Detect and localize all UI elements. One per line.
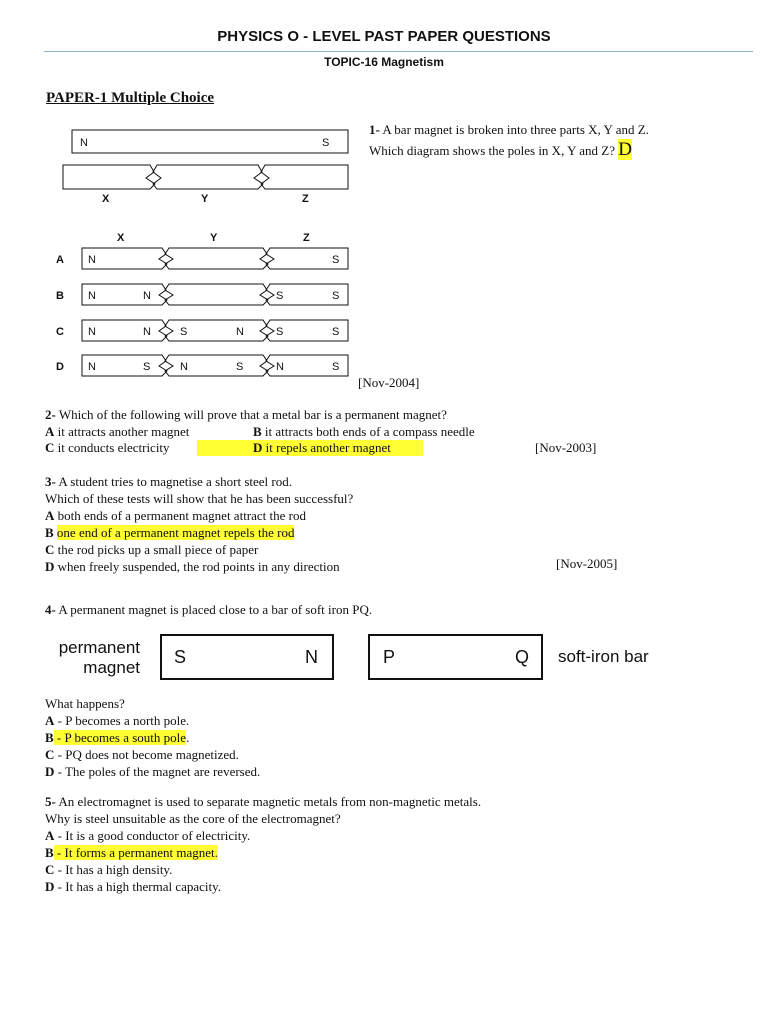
c-z-left: S (276, 326, 284, 338)
bar-q-end: Q (515, 647, 530, 667)
q5-option-c: C - It has a high density. (45, 862, 173, 877)
b-x-left: N (88, 290, 96, 302)
q3-stem2: Which of these tests will show that he has been successful? (45, 491, 354, 506)
q4-what: What happens? (45, 696, 125, 711)
q4-options (45, 696, 260, 780)
q5-option-b: B - It forms a permanent magnet. (45, 845, 218, 860)
q3-option-d: D when freely suspended, the rod points in any direction (45, 559, 340, 574)
q4-magnet-diagram (40, 628, 680, 688)
q1-line1: A bar magnet is broken into three parts X, Y and Z. (379, 122, 649, 137)
q4-option-b: B - P becomes a south pole. (45, 730, 190, 745)
q4-option-d: D - The poles of the magnet are reversed. (45, 764, 261, 779)
c-x-right: N (143, 326, 151, 338)
c-z-right: S (332, 326, 340, 338)
d-z-right: S (332, 361, 340, 373)
q1-line2: Which diagram shows the poles in X, Y and Z? (369, 143, 619, 158)
q3-stem1: A student tries to magnetise a short steel rod. (55, 474, 292, 489)
row-b-letter: B (56, 290, 64, 302)
q4-number: 4- (45, 602, 56, 617)
magnet-s-pole: S (174, 647, 187, 667)
title-rule (44, 51, 753, 52)
c-x-left: N (88, 326, 96, 338)
a-z-right: S (332, 254, 340, 266)
magnet-n-label: N (80, 137, 88, 149)
q3-source: [Nov-2005] (556, 556, 618, 571)
permanent-label: permanent (58, 638, 140, 657)
q5-block (45, 794, 481, 895)
q4-option-c: C - PQ does not become magnetized. (45, 747, 239, 762)
q1-text (369, 122, 649, 158)
paper-heading: PAPER-1 Multiple Choice (46, 90, 215, 106)
b-x-right: N (143, 290, 151, 302)
part-x-label: X (102, 193, 110, 205)
q2-source: [Nov-2003] (535, 440, 597, 455)
d-y-left: N (180, 361, 188, 373)
q2-option-b: B it attracts both ends of a compass needle (253, 424, 475, 439)
bar-p-end: P (383, 647, 396, 667)
c-y-left: S (180, 326, 188, 338)
page-title: PHYSICS O - LEVEL PAST PAPER QUESTIONS (217, 28, 551, 45)
q2-stem: Which of the following will prove that a metal bar is a permanent magnet? (55, 407, 447, 422)
a-x-left: N (88, 254, 96, 266)
q3-option-b: B one end of a permanent magnet repels the rod (45, 525, 295, 540)
row-a-letter: A (56, 254, 64, 266)
magnet-label: magnet (83, 658, 140, 677)
part-y-label: Y (201, 193, 209, 205)
q1-source: [Nov-2004] (358, 375, 420, 390)
col-y-label: Y (210, 232, 218, 244)
q5-option-d: D - It has a high thermal capacity. (45, 879, 222, 894)
q2-option-d: D it repels another magnet (197, 440, 423, 456)
q3-option-c: C the rod picks up a small piece of paper (45, 542, 259, 557)
q3-number: 3- (45, 474, 56, 489)
b-z-left: S (276, 290, 284, 302)
q1-answer: D (618, 139, 632, 160)
q5-stem2: Why is steel unsuitable as the core of the electromagnet? (45, 811, 341, 826)
b-z-right: S (332, 290, 340, 302)
q3-option-a: A both ends of a permanent magnet attract the rod (45, 508, 306, 523)
q3-block (45, 474, 353, 575)
q2-option-a: A it attracts another magnet (45, 424, 190, 439)
q1-magnet-diagram (40, 120, 360, 380)
q4-option-a: A - P becomes a north pole. (45, 713, 190, 728)
q2-block (45, 407, 447, 423)
col-x-label: X (117, 232, 125, 244)
d-x-right: S (143, 361, 151, 373)
c-y-right: N (236, 326, 244, 338)
q4-stem-line (45, 602, 372, 618)
soft-iron-label: soft-iron bar (558, 647, 649, 666)
d-y-right: S (236, 361, 244, 373)
q5-stem1: An electromagnet is used to separate magnetic metals from non-magnetic metals. (55, 794, 482, 809)
q5-number: 5- (45, 794, 56, 809)
d-z-left: N (276, 361, 284, 373)
col-z-label: Z (303, 232, 310, 244)
row-d-letter: D (56, 361, 64, 373)
magnet-n-pole: N (305, 647, 318, 667)
part-z-label: Z (302, 193, 309, 205)
q2-number: 2- (45, 407, 56, 422)
q4-stem: A permanent magnet is placed close to a bar of soft iron PQ. (55, 602, 373, 617)
d-x-left: N (88, 361, 96, 373)
topic-heading: TOPIC-16 Magnetism (324, 55, 444, 69)
q2-option-c: C it conducts electricity (45, 440, 170, 455)
row-c-letter: C (56, 326, 64, 338)
q1-number: 1- (369, 122, 380, 137)
magnet-s-label: S (322, 137, 330, 149)
q5-option-a: A - It is a good conductor of electricity. (45, 828, 251, 843)
